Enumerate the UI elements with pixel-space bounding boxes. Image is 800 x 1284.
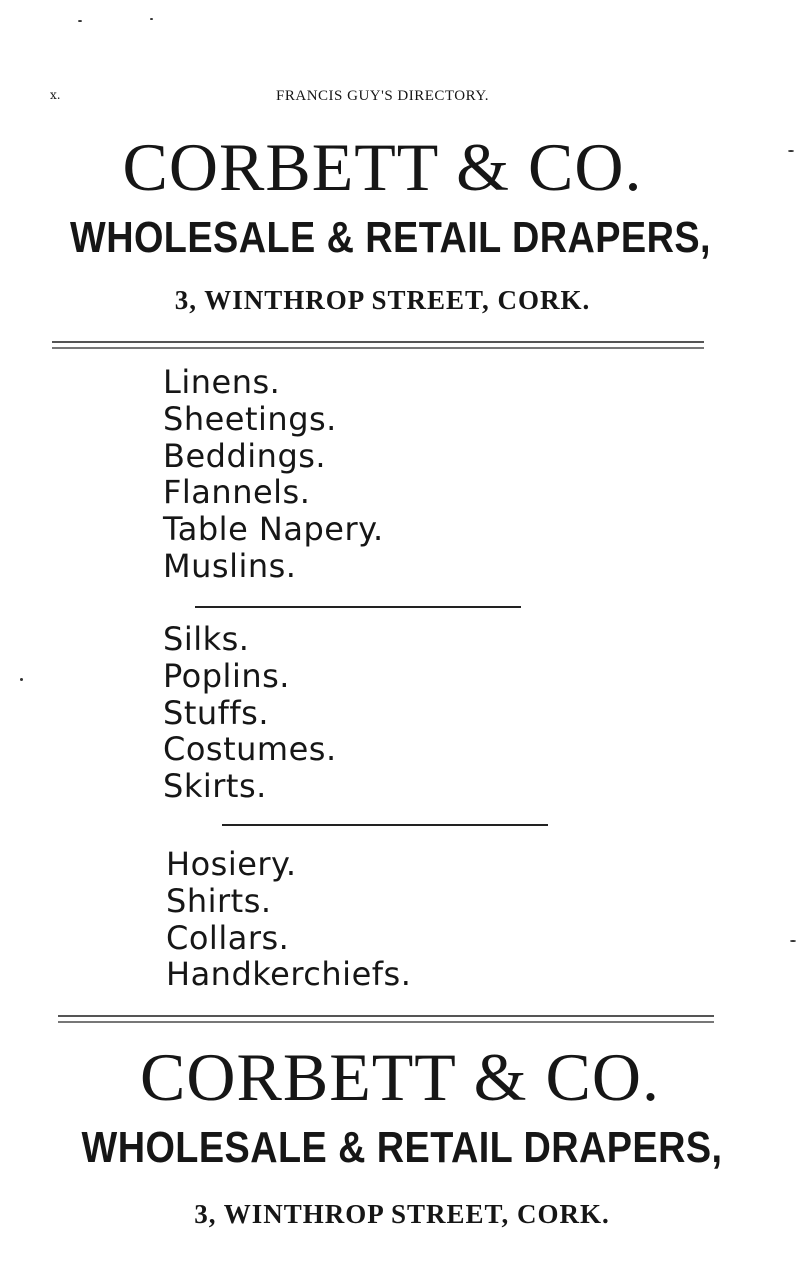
list-item: Muslins. — [163, 546, 297, 585]
running-head: FRANCIS GUY'S DIRECTORY. — [276, 88, 489, 104]
list-item: Linens. — [163, 363, 281, 401]
list-item: Costumes. — [163, 730, 337, 769]
firm-name-bottom: CORBETT & CO. — [140, 1039, 660, 1115]
list-item: Table Napery. — [163, 510, 384, 549]
print-speck — [788, 150, 794, 152]
firm-name-top: CORBETT & CO. — [122, 129, 643, 205]
item-group-linens — [163, 364, 384, 585]
item-group-hosiery — [166, 846, 411, 993]
trade-line-top: WHOLESALE & RETAIL DRAPERS, — [70, 213, 711, 262]
list-item: Poplins. — [163, 656, 290, 695]
item-group-silks — [163, 621, 337, 805]
print-speck — [20, 678, 23, 681]
trade-line-bottom: WHOLESALE & RETAIL DRAPERS, — [81, 1123, 723, 1172]
list-item: Skirts. — [163, 767, 267, 806]
list-item: Sheetings. — [163, 399, 337, 438]
list-item: Silks. — [163, 620, 250, 658]
list-item: Beddings. — [163, 436, 327, 475]
list-item: Shirts. — [166, 881, 272, 920]
address-top: 3, WINTHROP STREET, CORK. — [174, 285, 591, 315]
divider-bottom — [58, 1015, 714, 1023]
list-item: Hosiery. — [166, 845, 297, 883]
divider-group-2 — [222, 824, 548, 826]
list-item: Collars. — [166, 918, 290, 957]
list-item: Stuffs. — [163, 693, 270, 732]
page-mark: x. — [50, 88, 61, 102]
list-item: Handkerchiefs. — [166, 955, 412, 994]
print-speck — [150, 18, 153, 20]
print-speck — [78, 20, 82, 22]
list-item: Flannels. — [163, 473, 311, 512]
divider-top — [52, 341, 704, 349]
print-speck — [790, 940, 796, 942]
address-bottom: 3, WINTHROP STREET, CORK. — [194, 1199, 610, 1229]
divider-group-1 — [195, 606, 521, 608]
